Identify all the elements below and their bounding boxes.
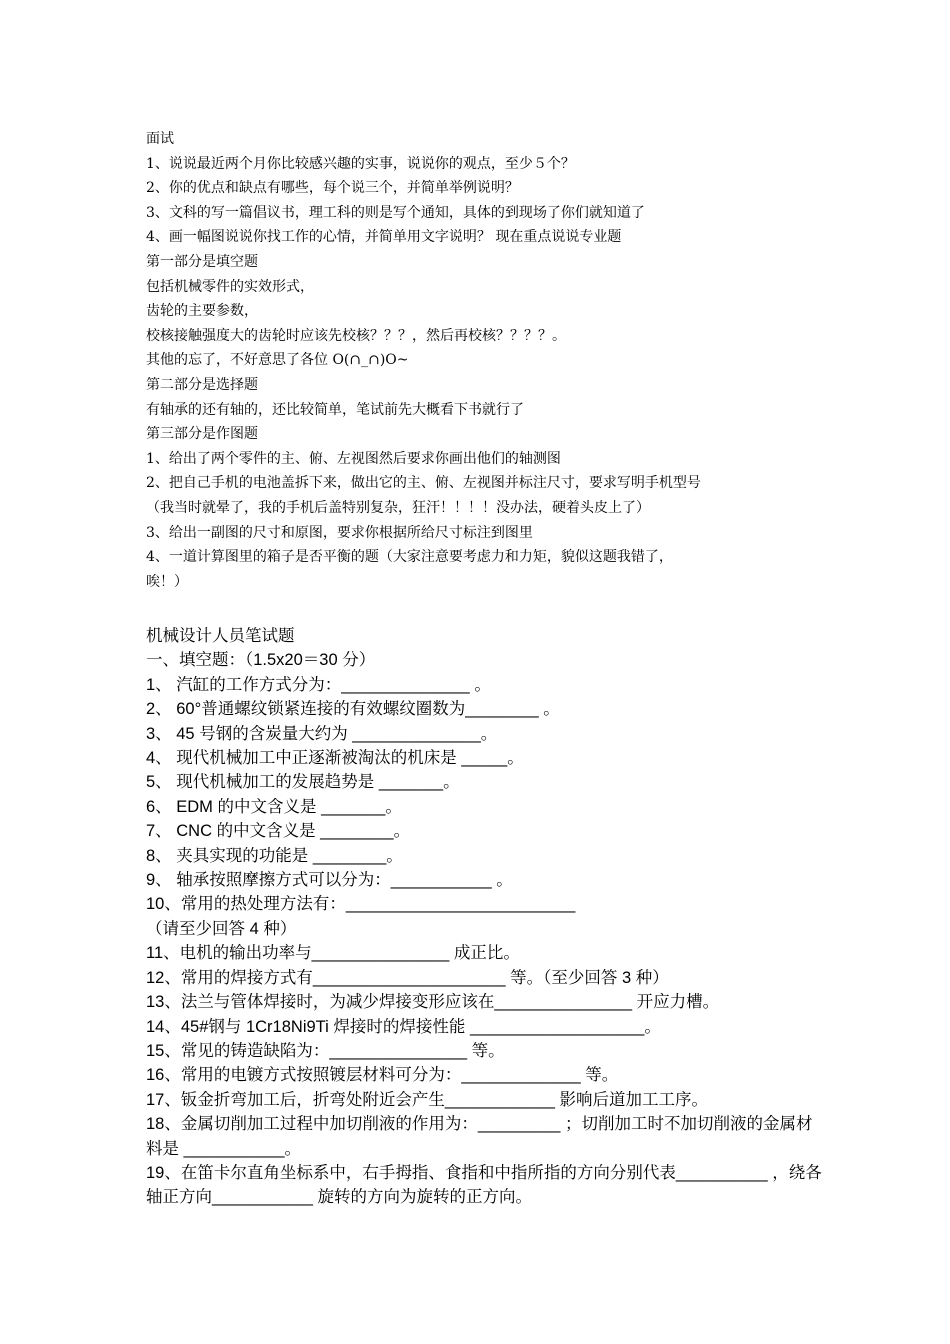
question-item: 4、 现代机械加工中正逐渐被淘汰的机床是 _____。 xyxy=(146,749,524,768)
question-item: 13、法兰与管体焊接时，为减少焊接变形应该在_______________ 开应力槽。 xyxy=(146,993,720,1012)
question-item: 15、常见的铸造缺陷为：_______________ 等。 xyxy=(146,1041,505,1060)
question-item: 19、在笛卡尔直角坐标系中，右手拇指、食指和中指所指的方向分别代表__________ ，绕各轴正方向___________ 旋转的方向为旋转的正方向。 xyxy=(146,1163,822,1207)
text-line: 3、给出一副图的尺寸和原图，要求你根据所给尺寸标注到图里 xyxy=(146,524,533,541)
text-line: 包括机械零件的实效形式， xyxy=(146,278,314,295)
question-note: （请至少回答 4 种） xyxy=(146,919,297,938)
question-item: 1、 汽缸的工作方式分为：______________ 。 xyxy=(146,675,491,694)
text-line: 4、画一幅图说说你找工作的心情，并简单用文字说明？ 现在重点说说专业题 xyxy=(146,229,622,246)
question-item: 2、 60°普通螺纹锁紧连接的有效螺纹圈数为________ 。 xyxy=(146,700,560,719)
text-line: 3、文科的写一篇倡议书，理工科的则是写个通知，具体的到现场了你们就知道了 xyxy=(146,204,645,221)
text-line: （我当时就晕了，我的手机后盖特别复杂，狂汗！！！！没办法，硬着头皮上了） xyxy=(146,499,650,516)
question-item: 18、金属切削加工过程中加切削液的作用为：_________ ；切削加工时不加切削液的金属材料是 ___________。 xyxy=(146,1115,813,1158)
exam-questions-section xyxy=(146,624,826,1210)
exam-subtitle: 一、填空题：（1.5x20＝30 分） xyxy=(146,651,376,670)
text-line: 有轴承的还有轴的，还比较简单，笔试前先大概看下书就行了 xyxy=(146,401,524,418)
question-item: 6、 EDM 的中文含义是 _______。 xyxy=(146,797,402,816)
text-line: 其他的忘了，不好意思了各位 O(∩_∩)O~ xyxy=(146,352,409,369)
text-line: 4、一道计算图里的箱子是否平衡的题（大家注意要考虑力和力矩，貌似这题我错了， xyxy=(146,549,673,566)
text-line: 齿轮的主要参数， xyxy=(146,303,258,320)
question-item: 10、常用的热处理方法有：_________________________ xyxy=(146,895,576,914)
section-heading-part1: 第一部分是填空题 xyxy=(146,253,258,270)
question-item: 7、 CNC 的中文含义是 ________。 xyxy=(146,822,411,841)
question-item: 9、 轴承按照摩擦方式可以分为：___________ 。 xyxy=(146,871,513,890)
text-line: 1、说说最近两个月你比较感兴趣的实事，说说你的观点，至少５个？ xyxy=(146,155,575,172)
section-heading-part2: 第二部分是选择题 xyxy=(146,376,258,393)
section-heading-part3: 第三部分是作图题 xyxy=(146,426,258,443)
question-item: 3、 45 号钢的含炭量大约为 ______________。 xyxy=(146,724,498,743)
question-item: 5、 现代机械加工的发展趋势是 _______。 xyxy=(146,773,460,792)
question-item: 11、电机的输出功率与_______________ 成正比。 xyxy=(146,944,520,963)
text-line: 1、给出了两个零件的主、俯、左视图然后要求你画出他们的轴测图 xyxy=(146,450,561,467)
question-item: 12、常用的焊接方式有_____________________ 等。（至少回答 3 种） xyxy=(146,968,669,987)
exam-title: 机械设计人员笔试题 xyxy=(146,627,295,645)
interview-notes-section xyxy=(146,127,826,594)
question-item: 16、常用的电镀方式按照镀层材料可分为：_____________ 等。 xyxy=(146,1066,619,1085)
question-item: 8、 夹具实现的功能是 ________。 xyxy=(146,846,403,865)
question-item: 14、45#钢与 1Cr18Ni9Ti 焊接时的焊接性能 ___________________。 xyxy=(146,1017,661,1036)
text-line: 唉！） xyxy=(146,573,188,590)
text-line: 2、把自己手机的电池盖拆下来，做出它的主、俯、左视图并标注尺寸，要求写明手机型号 xyxy=(146,475,701,492)
text-line: 校核接触强度大的齿轮时应该先校核？？？，然后再校核？？？？。 xyxy=(146,327,566,344)
text-line: 2、你的优点和缺点有哪些，每个说三个，并简单举例说明？ xyxy=(146,180,519,197)
question-item: 17、钣金折弯加工后，折弯处附近会产生____________ 影响后道加工工序。 xyxy=(146,1090,709,1109)
section-heading-interview: 面试 xyxy=(146,131,174,147)
